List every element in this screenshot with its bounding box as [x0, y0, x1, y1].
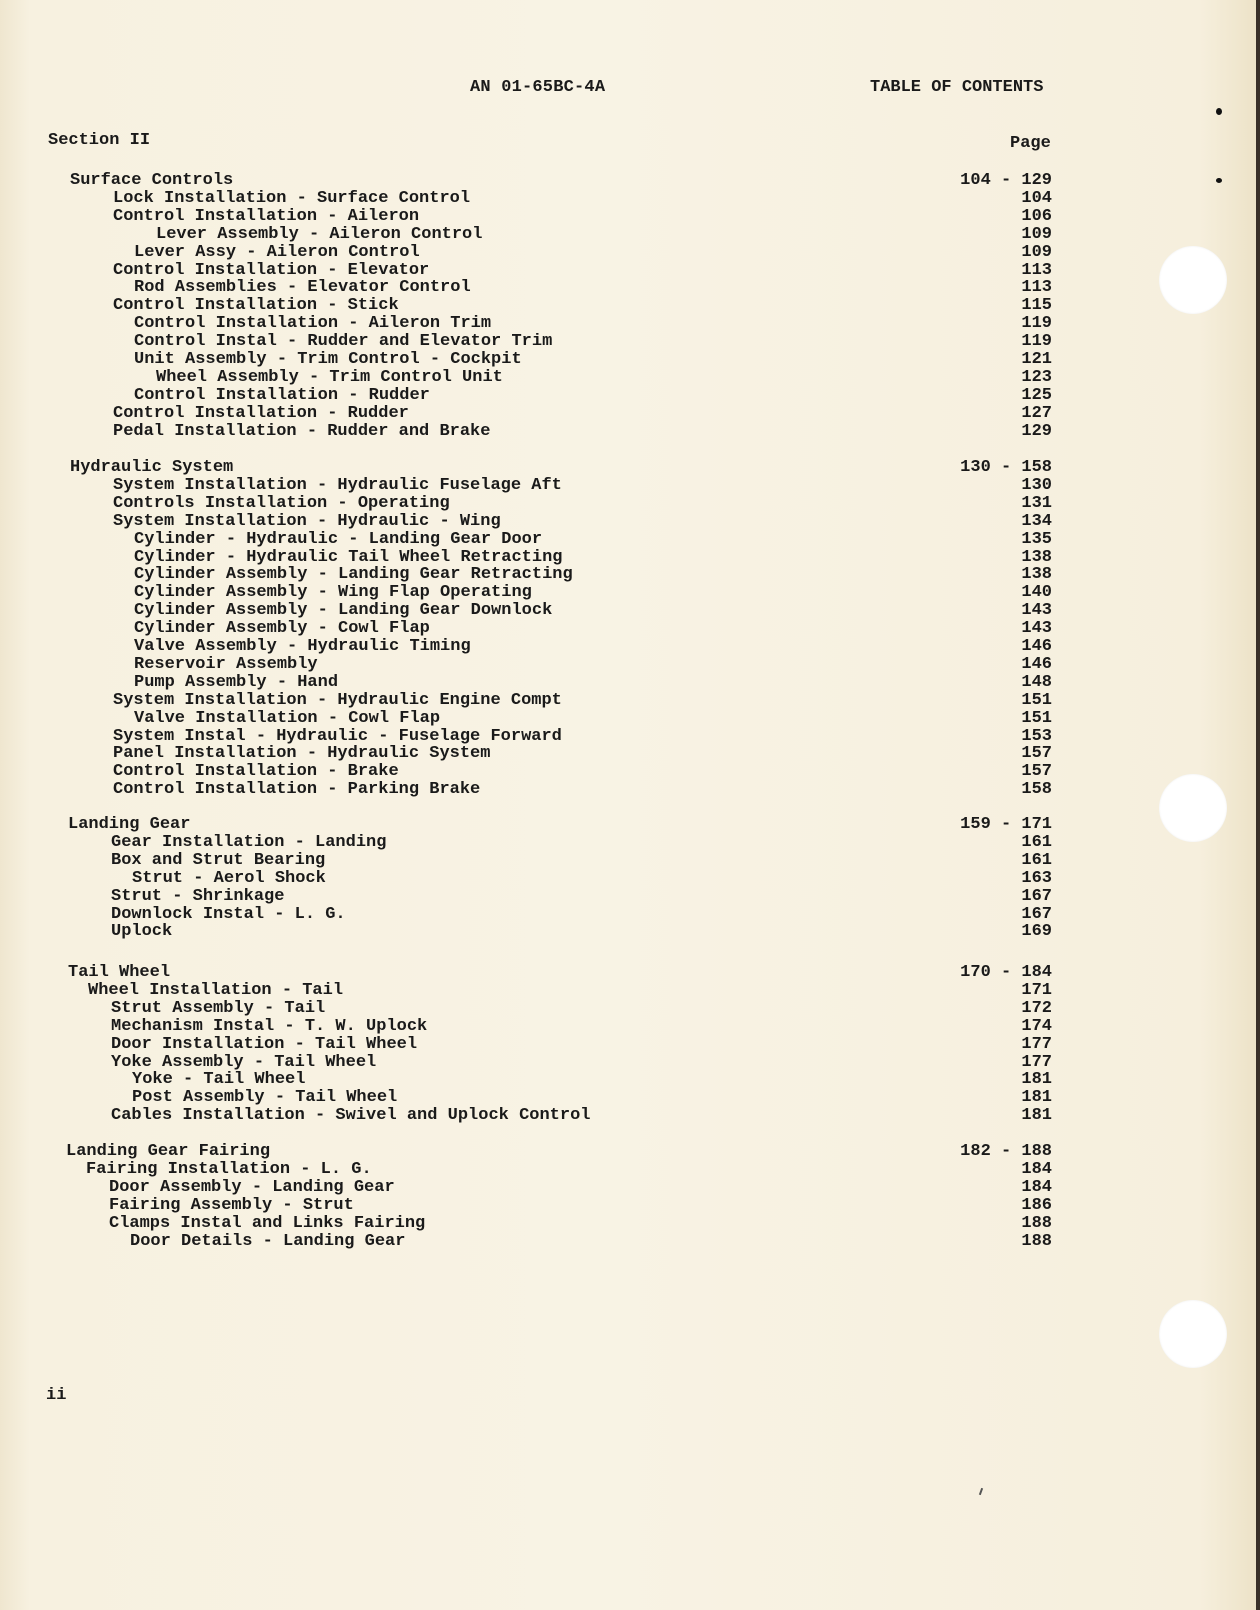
toc-entry: [0, 870, 1260, 888]
toc-entry-title: System Installation - Hydraulic Fuselage Aft: [113, 475, 562, 495]
toc-entry-title: Valve Installation - Cowl Flap: [134, 708, 441, 728]
toc-group-heading-title: Landing Gear Fairing: [66, 1142, 271, 1161]
toc-entry-page: 131: [1021, 493, 1052, 513]
toc-entry: [0, 226, 1260, 244]
toc-entry-page: 174: [1021, 1016, 1052, 1036]
toc-entry: [0, 638, 1260, 656]
toc-entry: [0, 1179, 1260, 1197]
toc-entry: [0, 710, 1260, 728]
toc-entry-page: 188: [1021, 1231, 1052, 1251]
toc-entry-page: 167: [1021, 904, 1052, 924]
toc-entry: [0, 728, 1260, 746]
toc-entry-title: Control Installation - Rudder: [134, 385, 430, 405]
toc-entry: [0, 333, 1260, 351]
toc-entry-page: 119: [1021, 332, 1052, 352]
toc-entry-title: Yoke Assembly - Tail Wheel: [111, 1052, 377, 1072]
binder-mark: [1216, 108, 1222, 115]
toc-entry-title: Cylinder Assembly - Wing Flap Operating: [134, 583, 532, 603]
toc-entry: [0, 584, 1260, 602]
toc-entry-page: 125: [1021, 385, 1052, 405]
toc-entry-page: 158: [1021, 780, 1052, 800]
toc-entry-title: Cylinder - Hydraulic Tail Wheel Retracting: [134, 547, 563, 567]
toc-entry-page: 104: [1021, 188, 1052, 208]
toc-entry-page: 129: [1021, 421, 1052, 441]
toc-entry-title: Unit Assembly - Trim Control - Cockpit: [134, 350, 522, 369]
toc-entry-page: 113: [1021, 278, 1052, 298]
toc-entry: [0, 495, 1260, 513]
toc-entry-page: 169: [1021, 922, 1052, 942]
toc-entry-title: Door Assembly - Landing Gear: [109, 1177, 395, 1197]
page-title: TABLE OF CONTENTS: [870, 78, 1044, 97]
toc-entry-title: Fairing Assembly - Strut: [109, 1195, 354, 1215]
toc-entry-page: 148: [1021, 672, 1052, 692]
toc-entry-page: 146: [1021, 637, 1052, 656]
toc-entry: [0, 888, 1260, 906]
toc-entry-title: Strut - Aerol Shock: [132, 868, 326, 888]
toc-entry-page: 146: [1021, 654, 1052, 674]
toc-entry-title: Door Installation - Tail Wheel: [111, 1034, 418, 1054]
toc-entry: [0, 262, 1260, 280]
toc-entry-page: 143: [1021, 619, 1052, 639]
toc-entry-title: Cylinder - Hydraulic - Landing Gear Door: [134, 529, 543, 549]
punch-hole: [1159, 774, 1227, 842]
toc-entry: [0, 1000, 1260, 1018]
toc-entry: [0, 566, 1260, 584]
toc-entry-page: 127: [1021, 403, 1052, 423]
toc-group-heading-page: 104 - 129: [960, 171, 1052, 190]
toc-entry-title: Control Installation - Stick: [113, 296, 399, 316]
toc-entry-page: 151: [1021, 690, 1052, 710]
toc-entry: [0, 387, 1260, 405]
toc-entry: [0, 405, 1260, 423]
toc-entry: [0, 423, 1260, 441]
toc-group-heading-title: Landing Gear: [68, 815, 191, 834]
toc-entry: [0, 692, 1260, 710]
toc-entry-title: Lock Installation - Surface Control: [113, 188, 471, 208]
toc-entry: [0, 656, 1260, 674]
toc-entry-page: 184: [1021, 1159, 1052, 1179]
toc-entry: [0, 1036, 1260, 1054]
toc-entry: [0, 1161, 1260, 1179]
toc-entry-title: Control Installation - Rudder: [113, 403, 409, 423]
section-label: Section II: [48, 131, 151, 150]
toc-entry: [0, 477, 1260, 495]
toc-entry-page: 177: [1021, 1052, 1052, 1072]
toc-entry-page: 171: [1021, 980, 1052, 1000]
punch-hole: [1159, 1300, 1227, 1368]
toc-entry-page: 181: [1021, 1106, 1052, 1126]
toc-entry-page: 163: [1021, 868, 1052, 888]
toc-entry-title: Cables Installation - Swivel and Uplock Control: [111, 1106, 591, 1126]
toc-entry: [0, 852, 1260, 870]
toc-entry-page: 109: [1021, 242, 1052, 262]
toc-entry-title: Pump Assembly - Hand: [134, 672, 339, 692]
toc-entry: [0, 531, 1260, 549]
toc-entry-page: 115: [1021, 296, 1052, 316]
toc-entry-page: 119: [1021, 314, 1052, 334]
toc-group-heading: [0, 816, 1260, 834]
toc-entry-page: 161: [1021, 850, 1052, 870]
toc-entry-page: 151: [1021, 708, 1052, 728]
punch-hole: [1159, 246, 1227, 314]
toc-entry-page: 130: [1021, 475, 1052, 495]
toc-entry-page: 123: [1021, 367, 1052, 387]
toc-entry: [0, 369, 1260, 387]
toc-entry-page: 138: [1021, 547, 1052, 567]
toc-entry-page: 186: [1021, 1195, 1052, 1215]
toc-entry-title: Yoke - Tail Wheel: [132, 1070, 306, 1090]
toc-entry: [0, 513, 1260, 531]
toc-entry: [0, 1233, 1260, 1251]
toc-entry: [0, 1107, 1260, 1125]
toc-entry-page: 184: [1021, 1177, 1052, 1197]
toc-entry-title: Lever Assembly - Aileron Control: [156, 224, 483, 244]
toc-group-heading-page: 159 - 171: [960, 815, 1052, 834]
toc-entry-page: 143: [1021, 601, 1052, 621]
footer-page-number: ii: [46, 1386, 67, 1405]
toc-entry-title: Strut Assembly - Tail: [111, 998, 326, 1018]
document-code: AN 01-65BC-4A: [470, 78, 606, 97]
binder-mark: [1216, 178, 1222, 183]
toc-entry-page: 134: [1021, 511, 1052, 531]
toc-entry: [0, 620, 1260, 638]
toc-entry: [0, 279, 1260, 297]
toc-group-heading: [0, 964, 1260, 982]
toc-entry-title: Uplock: [111, 922, 173, 942]
toc-entry: [0, 1054, 1260, 1072]
toc-entry-title: Panel Installation - Hydraulic System: [113, 744, 491, 764]
toc-entry: [0, 602, 1260, 620]
toc-entry-title: Gear Installation - Landing: [111, 832, 387, 852]
toc-entry: [0, 1215, 1260, 1233]
toc-entry-title: Mechanism Instal - T. W. Uplock: [111, 1016, 428, 1036]
toc-entry-page: 181: [1021, 1088, 1052, 1108]
toc-entry-title: System Installation - Hydraulic Engine Compt: [113, 690, 562, 710]
toc-entry: [0, 244, 1260, 262]
toc-entry-page: 140: [1021, 583, 1052, 603]
toc-entry-title: Fairing Installation - L. G.: [86, 1159, 372, 1179]
toc-group-heading-title: Tail Wheel: [68, 963, 171, 982]
toc-entry-title: Downlock Instal - L. G.: [111, 904, 346, 924]
toc-group-heading: [0, 459, 1260, 477]
toc-entry: [0, 763, 1260, 781]
toc-entry-page: 106: [1021, 206, 1052, 226]
toc-entry: [0, 1071, 1260, 1089]
toc-entry-title: Strut - Shrinkage: [111, 886, 285, 906]
toc-entry: [0, 834, 1260, 852]
toc-entry-page: 135: [1021, 529, 1052, 549]
toc-group-heading-page: 130 - 158: [960, 458, 1052, 477]
toc-entry-title: Lever Assy - Aileron Control: [134, 242, 420, 262]
toc-entry-title: Valve Assembly - Hydraulic Timing: [134, 637, 471, 656]
toc-entry: [0, 982, 1260, 1000]
toc-entry-page: 177: [1021, 1034, 1052, 1054]
toc-entry-title: Control Installation - Elevator: [113, 260, 430, 280]
toc-entry: [0, 781, 1260, 799]
toc-entry-title: Controls Installation - Operating: [113, 493, 450, 513]
toc-entry-title: Control Instal - Rudder and Elevator Trim: [134, 332, 553, 352]
toc-entry-title: Cylinder Assembly - Landing Gear Downlock: [134, 601, 553, 621]
toc-entry-title: Post Assembly - Tail Wheel: [132, 1088, 398, 1108]
toc-entry: [0, 315, 1260, 333]
toc-entry-title: System Installation - Hydraulic - Wing: [113, 511, 501, 531]
toc-entry: [0, 1197, 1260, 1215]
toc-entry-title: Control Installation - Brake: [113, 762, 399, 782]
toc-entry: [0, 1018, 1260, 1036]
toc-entry-title: Reservoir Assembly: [134, 654, 318, 674]
toc-entry-title: Cylinder Assembly - Landing Gear Retracting: [134, 565, 573, 585]
toc-group-heading-title: Hydraulic System: [70, 458, 234, 477]
toc-entry: [0, 190, 1260, 208]
toc-entry-page: 109: [1021, 224, 1052, 244]
toc-entry-title: Control Installation - Parking Brake: [113, 780, 481, 800]
toc-entry: [0, 549, 1260, 567]
toc-entry-page: 181: [1021, 1070, 1052, 1090]
toc-entry-page: 167: [1021, 886, 1052, 906]
toc-entry: [0, 906, 1260, 924]
toc-entry-title: Box and Strut Bearing: [111, 850, 326, 870]
toc-entry-title: System Instal - Hydraulic - Fuselage Forward: [113, 726, 562, 746]
toc-entry-page: 172: [1021, 998, 1052, 1018]
toc-group-heading: [0, 172, 1260, 190]
toc-entry-title: Control Installation - Aileron: [113, 206, 420, 226]
toc-entry-title: Rod Assemblies - Elevator Control: [134, 278, 471, 298]
toc-entry: [0, 923, 1260, 941]
toc-entry-page: 153: [1021, 726, 1052, 746]
toc-entry-page: 157: [1021, 744, 1052, 764]
toc-entry-title: Door Details - Landing Gear: [130, 1231, 406, 1251]
toc-entry-title: Control Installation - Aileron Trim: [134, 314, 492, 334]
toc-entry-page: 121: [1021, 350, 1052, 369]
toc-entry-title: Cylinder Assembly - Cowl Flap: [134, 619, 430, 639]
toc-entry: [0, 1089, 1260, 1107]
toc-entry-title: Wheel Installation - Tail: [88, 980, 344, 1000]
page-column-label: Page: [1010, 134, 1051, 153]
toc-entry: [0, 351, 1260, 369]
toc-entry: [0, 745, 1260, 763]
toc-group-heading-page: 170 - 184: [960, 963, 1052, 982]
toc-entry: [0, 674, 1260, 692]
toc-entry-title: Wheel Assembly - Trim Control Unit: [156, 367, 503, 387]
toc-entry-page: 188: [1021, 1213, 1052, 1233]
toc-group-heading: [0, 1143, 1260, 1161]
toc-entry-title: Clamps Instal and Links Fairing: [109, 1213, 426, 1233]
toc-entry-page: 138: [1021, 565, 1052, 585]
toc-group-heading-page: 182 - 188: [960, 1142, 1052, 1161]
toc-entry-page: 157: [1021, 762, 1052, 782]
toc-group-heading-title: Surface Controls: [70, 171, 234, 190]
toc-entry: [0, 297, 1260, 315]
paper-speck: [979, 1488, 983, 1495]
toc-entry-page: 113: [1021, 260, 1052, 280]
toc-entry-page: 161: [1021, 832, 1052, 852]
toc-entry: [0, 208, 1260, 226]
toc-entry-title: Pedal Installation - Rudder and Brake: [113, 421, 491, 441]
